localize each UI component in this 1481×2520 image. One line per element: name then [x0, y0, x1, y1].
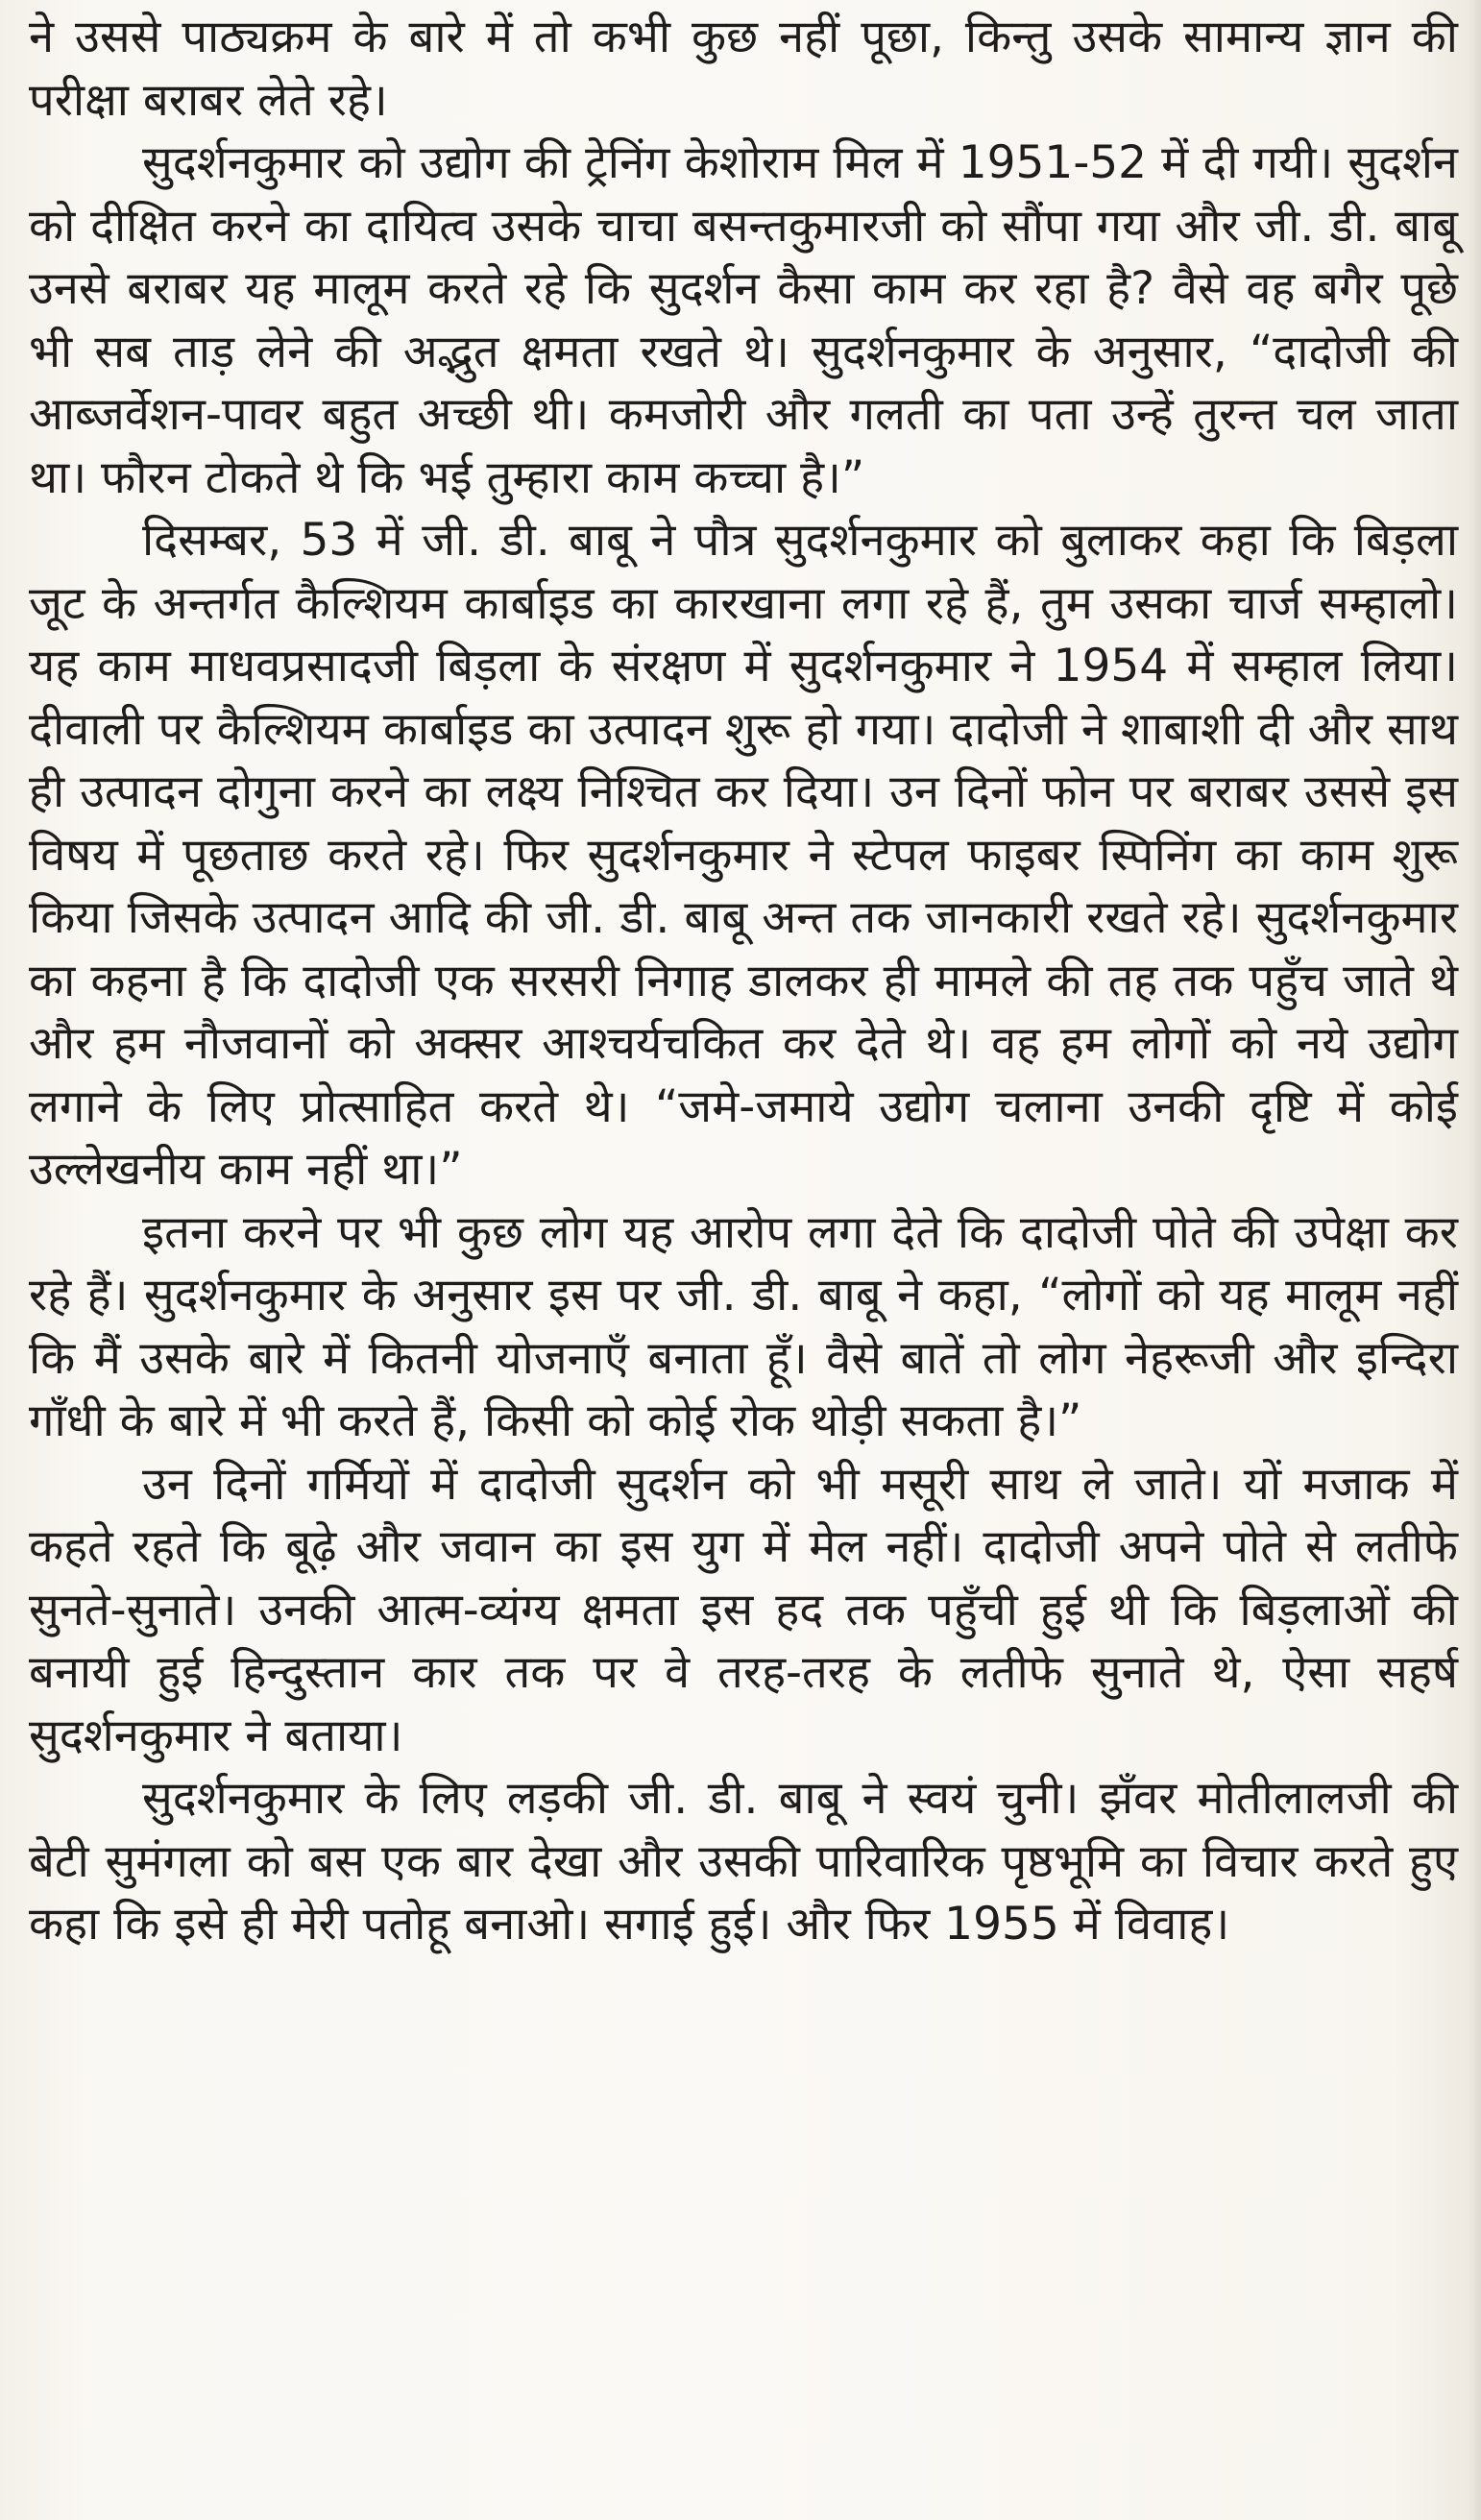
paragraph-1: ने उससे पाठ्यक्रम के बारे में तो कभी कुछ नहीं पूछा, किन्तु उसके सामान्य ज्ञान की परीक्षा बराबर लेते रहे। — [29, 11, 1458, 127]
paragraph-5: उन दिनों गर्मियों में दादोजी सुदर्शन को भी मसूरी साथ ले जाते। यों मजाक में कहते रहते कि बूढ़े और जवान का इस युग में मेल नहीं। दादोजी अपने पोते से लतीफे सुनते-सुनाते। उनकी आत्म-व्यंग्य क्षमता इस हद तक पहुँची हुई थी कि बिड़लाओं की बनायी हुई हिन्दुस्तान कार तक पर वे तरह-तरह के लतीफे सुनाते थे, ऐसा सहर्ष सुदर्शनकुमार ने बताया। — [29, 1457, 1458, 1762]
paragraph-6: सुदर्शनकुमार के लिए लड़की जी. डी. बाबू ने स्वयं चुनी। झँवर मोतीलालजी की बेटी सुमंगला को बस एक बार देखा और उसकी पारिवारिक पृष्ठभूमि का विचार करते हुए कहा कि इसे ही मेरी पतोहू बनाओ। सगाई हुई। और फिर 1955 में विवाह। — [29, 1772, 1458, 1951]
page-edge-shadow — [1468, 0, 1481, 2520]
paragraph-4: इतना करने पर भी कुछ लोग यह आरोप लगा देते कि दादोजी पोते की उपेक्षा कर रहे हैं। सुदर्शनकुमार के अनुसार इस पर जी. डी. बाबू ने कहा, “लोगों को यह मालूम नहीं कि मैं उसके बारे में कितनी योजनाएँ बनाता हूँ। वैसे बातें तो लोग नेहरूजी और इन्दिरा गाँधी के बारे में भी करते हैं, किसी को कोई रोक थोड़ी सकता है।” — [29, 1205, 1458, 1447]
page-text-block — [29, 6, 1458, 1956]
paragraph-2: सुदर्शनकुमार को उद्योग की ट्रेनिंग केशोराम मिल में 1951-52 में दी गयी। सुदर्शन को दीक्षित करने का दायित्व उसके चाचा बसन्तकुमारजी को सौंपा गया और जी. डी. बाबू उनसे बराबर यह मालूम करते रहे कि सुदर्शन कैसा काम कर रहा है? वैसे वह बगैर पूछे भी सब ताड़ लेने की अद्भुत क्षमता रखते थे। सुदर्शनकुमार के अनुसार, “दादोजी की आब्जर्वेशन-पावर बहुत अच्छी थी। कमजोरी और गलती का पता उन्हें तुरन्त चल जाता था। फौरन टोकते थे कि भई तुम्हारा काम कच्चा है।” — [29, 136, 1458, 504]
paragraph-3: दिसम्बर, 53 में जी. डी. बाबू ने पौत्र सुदर्शनकुमार को बुलाकर कहा कि बिड़ला जूट के अन्तर्गत कैल्शियम कार्बाइड का कारखाना लगा रहे हैं, तुम उसका चार्ज सम्हालो। यह काम माधवप्रसादजी बिड़ला के संरक्षण में सुदर्शनकुमार ने 1954 में सम्हाल लिया। दीवाली पर कैल्शियम कार्बाइड का उत्पादन शुरू हो गया। दादोजी ने शाबाशी दी और साथ ही उत्पादन दोगुना करने का लक्ष्य निश्चित कर दिया। उन दिनों फोन पर बराबर उससे इस विषय में पूछताछ करते रहे। फिर सुदर्शनकुमार ने स्टेपल फाइबर स्पिनिंग का काम शुरू किया जिसके उत्पादन आदि की जी. डी. बाबू अन्त तक जानकारी रखते रहे। सुदर्शनकुमार का कहना है कि दादोजी एक सरसरी निगाह डालकर ही मामले की तह तक पहुँच जाते थे और हम नौजवानों को अक्सर आश्चर्यचकित कर देते थे। वह हम लोगों को नये उद्योग लगाने के लिए प्रोत्साहित करते थे। “जमे-जमाये उद्योग चलाना उनकी दृष्टि में कोई उल्लेखनीय काम नहीं था।” — [29, 514, 1458, 1196]
